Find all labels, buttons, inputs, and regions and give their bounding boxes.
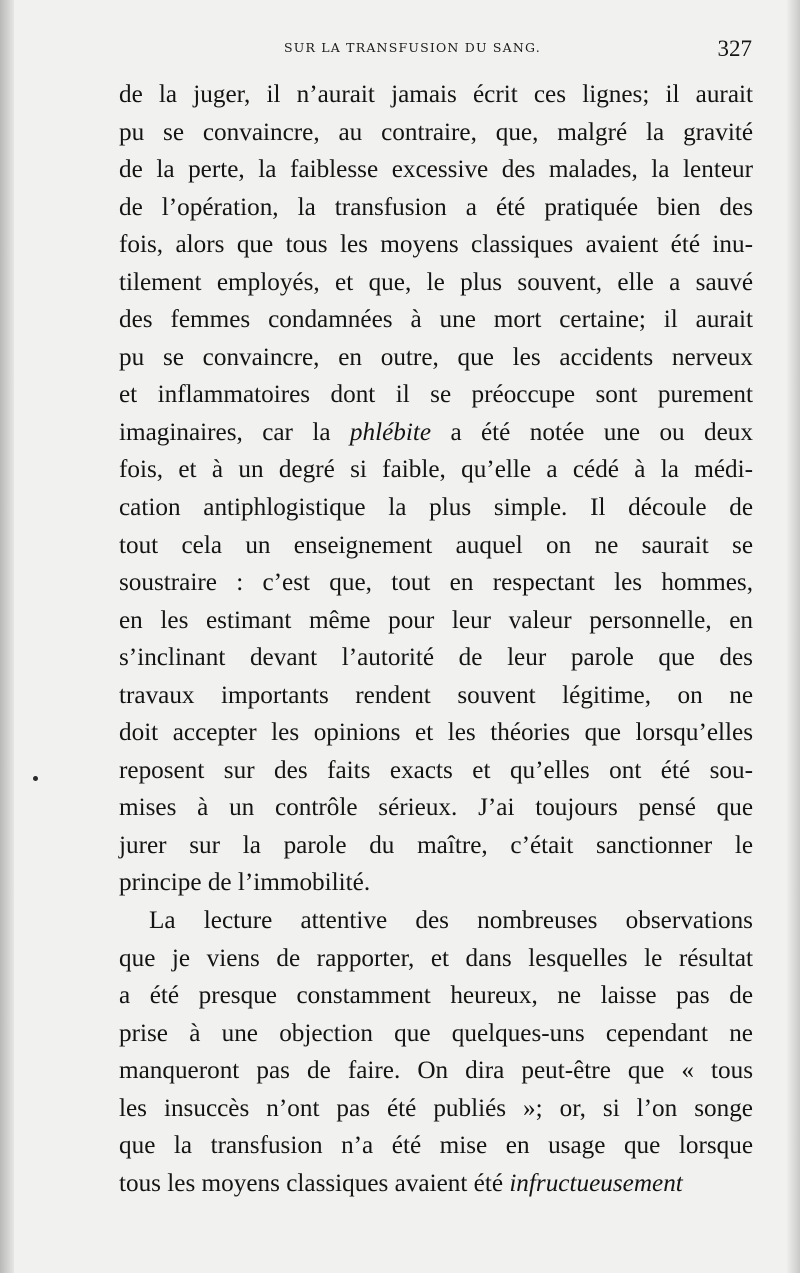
text-line: jurer sur la parole du maître, c’était sanctionner le [119,831,753,859]
text-segment: imaginaires, car la [119,418,350,446]
text-line: les insuccès n’ont pas été publiés »; or, si l’on songe [119,1094,753,1122]
text-line: principe de l’immobilité. [119,869,371,897]
text-line: reposent sur des faits exacts et qu’elles ont été sou- [119,756,753,784]
text-line: de la juger, il n’aurait jamais écrit ces lignes; il aurait [119,81,753,108]
text-line: tout cela un enseignement auquel on ne saurait se [119,531,753,559]
text-line: mises à un contrôle sérieux. J’ai toujours pensé que [119,794,753,822]
text-line: prise à une objection que quelques-uns cependant ne [119,1019,753,1047]
body-text [119,76,753,1202]
page-header [120,36,752,66]
text-line: soustraire : c’est que, tout en respectant les hommes, [119,569,753,597]
text-line: manqueront pas de faire. On dira peut-être que « tous [119,1057,753,1085]
text-segment: a été notée une ou deux [431,418,753,446]
text-line: que la transfusion n’a été mise en usage que lorsque [119,1132,753,1160]
text-line: pu se convaincre, en outre, que les accidents nerveux [119,343,753,371]
running-title: SUR LA TRANSFUSION DU SANG. [284,40,541,55]
text-line: cation antiphlogistique la plus simple. Il découle de [119,494,753,522]
text-line [119,414,753,452]
text-line: des femmes condamnées à une mort certaine; il aurait [119,306,753,334]
italic-term: phlébite [349,418,432,446]
text-line: La lecture attentive des nombreuses observations [149,907,753,935]
text-line: de la perte, la faiblesse excessive des malades, la lenteur [119,156,753,184]
text-line: en les estimant même pour leur valeur personnelle, en [119,606,753,634]
ink-speck [33,776,38,781]
text-line: et inflammatoires dont il se préoccupe sont purement [119,381,753,409]
page-edge-shadow [786,0,800,1273]
text-line: fois, alors que tous les moyens classiques avaient été inu- [119,231,753,259]
text-line: que je viens de rapporter, et dans lesquelles le résultat [119,944,753,972]
italic-term: infructueusement [509,1169,683,1197]
text-line: de l’opération, la transfusion a été pratiquée bien des [119,193,753,221]
text-line: doit accepter les opinions et les théories que lorsqu’elles [119,719,753,747]
text-line: tilement employés, et que, le plus souvent, elle a sauvé [119,268,753,296]
text-line [119,1165,753,1203]
page-gutter-shadow [0,0,14,1273]
text-segment: tous les moyens classiques avaient été [119,1169,510,1197]
text-line: pu se convaincre, au contraire, que, malgré la gravité [119,118,753,146]
text-line: fois, et à un degré si faible, qu’elle a cédé à la médi- [119,456,753,484]
page-number: 327 [717,36,752,61]
text-line: a été presque constamment heureux, ne laisse pas de [119,982,753,1010]
text-line: s’inclinant devant l’autorité de leur parole que des [119,644,753,672]
text-line: travaux importants rendent souvent légitime, on ne [119,681,753,709]
